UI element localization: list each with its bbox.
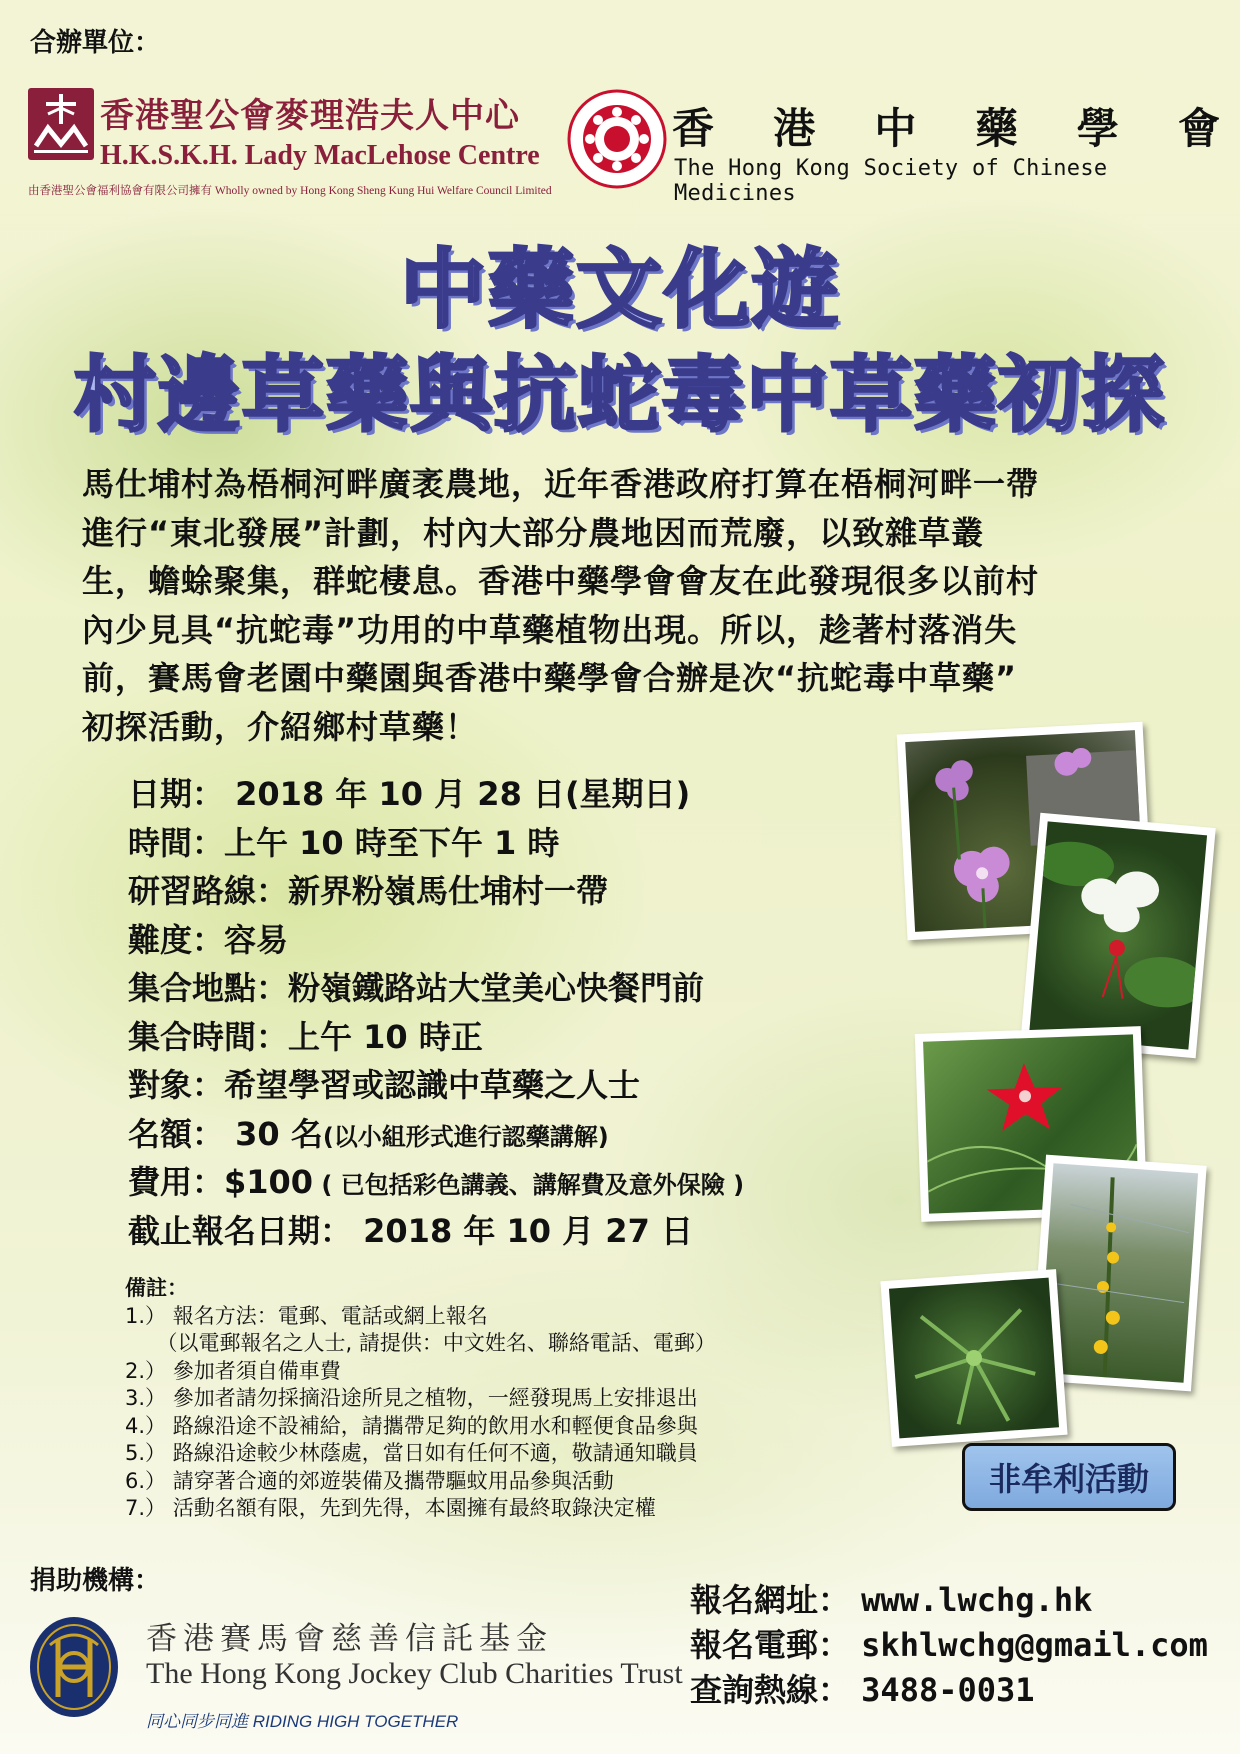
lmc-name-zh: 香港聖公會麥理浩夫人中心 [100, 96, 520, 136]
detail-quota-note: (以小組形式進行認藥講解) [322, 1122, 609, 1151]
detail-date: 日期： 2018 年 10 月 28 日(星期日) [128, 775, 691, 813]
plant-photo-white-flower [1020, 813, 1215, 1058]
note-item: 5.） 路線沿途較少林蔭處，當日如有任何不適，敬請通知職員 [125, 1441, 698, 1465]
lmc-ownership-note: 由香港聖公會福利協會有限公司擁有 Wholly owned by Hong Kong Sheng Kung Hui Welfare Council Limited [28, 185, 552, 197]
website-link[interactable]: www.lwchg.hk [861, 1581, 1093, 1619]
detail-time: 時間：上午 10 時至下午 1 時 [128, 823, 560, 862]
contact-block [690, 1578, 1208, 1713]
event-details [128, 770, 744, 1255]
note-item: 1.） 報名方法：電郵、電話或網上報名 [125, 1303, 488, 1328]
hkjc-name-zh: 香港賽馬會慈善信託基金 [146, 1621, 553, 1657]
intro-line: 馬仕埔村為梧桐河畔廣袤農地，近年香港政府打算在梧桐河畔一帶 [82, 465, 1040, 503]
note-item: 7.） 活動名額有限，先到先得，本園擁有最終取錄決定權 [125, 1496, 656, 1520]
intro-line: 前，賽馬會老園中藥園與香港中藥學會合辦是次“抗蛇毒中草藥” [82, 659, 1018, 697]
note-item: 2.） 參加者須自備車費 [125, 1358, 341, 1383]
lmc-name-en: H.K.S.K.H. Lady MacLehose Centre [100, 140, 540, 171]
detail-fee: 費用：$100 ( 已包括彩色講義、講解費及意外保險 ) [128, 1163, 745, 1201]
note-item: 6.） 請穿著合適的郊遊裝備及攜帶驅蚊用品參與活動 [125, 1468, 614, 1493]
detail-deadline: 截止報名日期： 2018 年 10 月 27 日 [128, 1211, 693, 1250]
notes-heading: 備註： [125, 1276, 188, 1300]
title-line-2: 村邊草藥與抗蛇毒中草藥初探 [73, 348, 1166, 443]
organizers-label: 合辦單位： [30, 28, 161, 58]
detail-meeting-place: 集合地點：粉嶺鐵路站大堂美心快餐門前 [128, 969, 705, 1007]
intro-line: 進行“東北發展”計劃，村內大部分農地因而荒廢，以致雜草叢 [82, 513, 985, 552]
donor-label: 捐助機構： [30, 1566, 161, 1596]
intro-line: 生，蟾蜍聚集，群蛇棲息。香港中藥學會會友在此發現很多以前村 [82, 562, 1040, 600]
detail-difficulty: 難度：容易 [128, 920, 289, 959]
phone-number: 3488-0031 [861, 1671, 1035, 1709]
notes-section [125, 1275, 716, 1523]
intro-paragraph [82, 460, 1172, 751]
note-item: 3.） 參加者請勿採摘沿途所見之植物，一經發現馬上安排退出 [125, 1386, 698, 1410]
hkjc-logo [28, 1615, 120, 1719]
detail-fee-note: ( 已包括彩色講義、講解費及意外保險 ) [313, 1171, 745, 1199]
note-item: 4.） 路線沿途不設補給，請攜帶足夠的飲用水和輕便食品參與 [125, 1413, 698, 1438]
hksc-seal-logo [566, 88, 668, 190]
intro-line: 初探活動，介紹鄉村草藥！ [82, 707, 479, 746]
nonprofit-badge: 非牟利活動 [962, 1443, 1176, 1511]
contact-email: 報名電郵： skhlwchg@gmail.com [690, 1626, 1208, 1664]
title-line-1: 中藥文化遊 [400, 240, 840, 340]
hkjc-name-en: The Hong Kong Jockey Club Charities Trust [146, 1657, 683, 1690]
contact-phone: 查詢熱線： 3488-0031 [690, 1671, 1035, 1709]
contact-website: 報名網址： www.lwchg.hk [690, 1581, 1093, 1619]
email-link[interactable]: skhlwchg@gmail.com [861, 1626, 1208, 1664]
detail-target: 對象：希望學習或認識中草藥之人士 [128, 1066, 641, 1104]
intro-line: 內少見具“抗蛇毒”功用的中草藥植物出現。所以，趁著村落消失 [82, 610, 1018, 649]
hkjc-tagline: 同心同步同進 RIDING HIGH TOGETHER [146, 1712, 459, 1731]
detail-meeting-time: 集合時間：上午 10 時正 [128, 1017, 483, 1056]
detail-quota: 名額： 30 名(以小組形式進行認藥講解) [128, 1114, 609, 1153]
hksc-name-en: The Hong Kong Society of Chinese Medicines [674, 156, 1108, 206]
lmc-logo [28, 88, 94, 160]
plant-photo-green-herb [880, 1269, 1067, 1447]
note-item: （以電郵報名之人士, 請提供：中文姓名、聯絡電話、電郵） [125, 1331, 716, 1355]
hksc-name-zh: 香 港 中 藥 學 會 [672, 104, 1220, 153]
detail-route: 研習路線：新界粉嶺馬仕埔村一帶 [128, 872, 609, 910]
